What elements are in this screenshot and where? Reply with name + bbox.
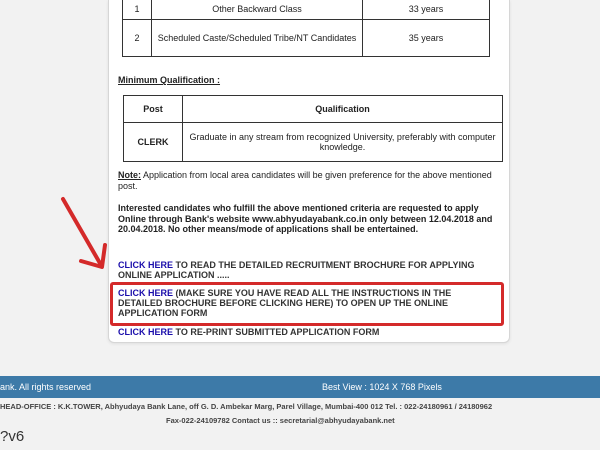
footer-bar: [0, 376, 600, 398]
note-paragraph: [118, 170, 498, 192]
application-instructions: Interested candidates who fulfill the above mentioned criteria are requested to apply Online through Bank's website www.abhyudayabank.co.in only between 12.04.2018 and 20.04.2018. No other means/mode of applications shall be entertained.: [118, 203, 493, 234]
row-number: 1: [123, 0, 152, 20]
category-cell: Other Backward Class: [152, 0, 363, 20]
table-row: [124, 123, 503, 162]
qualification-cell: Graduate in any stream from recognized University, preferably with computer knowledge.: [183, 123, 503, 162]
application-form-link[interactable]: CLICK HERE: [118, 288, 174, 298]
table-row: [123, 0, 490, 20]
brochure-link-block: [118, 260, 498, 280]
age-cell: 35 years: [363, 20, 490, 57]
age-relaxation-table: [122, 0, 490, 57]
age-cell: 33 years: [363, 0, 490, 20]
red-arrow-icon: [55, 195, 115, 275]
reprint-link[interactable]: CLICK HERE: [118, 327, 174, 337]
reprint-link-description: TO RE-PRINT SUBMITTED APPLICATION FORM: [173, 327, 380, 337]
head-office-address: HEAD-OFFICE : K.K.TOWER, Abhyudaya Bank Lane, off G. D. Ambekar Marg, Parel Village, Mumbai-400 012 Tel. : 022-24180961 / 24180962: [0, 402, 493, 411]
table-header-row: [124, 96, 503, 123]
brochure-link[interactable]: CLICK HERE: [118, 260, 174, 270]
brochure-link-description: TO READ THE DETAILED RECRUITMENT BROCHURE FOR APPLYING ONLINE APPLICATION .....: [118, 260, 475, 280]
page-code: ?v6: [0, 428, 25, 445]
post-header: Post: [124, 96, 183, 123]
qualification-header: Qualification: [183, 96, 503, 123]
minimum-qualification-heading: Minimum Qualification :: [118, 75, 221, 85]
note-text: Application from local area candidates will be given preference for the above mentioned post.: [118, 170, 492, 191]
note-label: Note:: [118, 170, 141, 180]
copyright-text: ank. All rights reserved: [0, 382, 92, 392]
post-cell: CLERK: [124, 123, 183, 162]
best-view-text: Best View : 1024 X 768 Pixels: [322, 382, 442, 392]
reprint-link-block: [118, 327, 498, 337]
row-number: 2: [123, 20, 152, 57]
table-row: [123, 20, 490, 57]
content-card: [108, 0, 510, 343]
fax-contact: Fax-022-24109782 Contact us :: secretarial@abhyudayabank.net: [166, 416, 395, 425]
application-form-link-block: [118, 288, 498, 318]
qualification-table: [123, 95, 503, 162]
application-form-link-description: (MAKE SURE YOU HAVE READ ALL THE INSTRUCTIONS IN THE DETAILED BROCHURE BEFORE CLICKING HERE) TO OPEN UP THE ONLINE APPLICATION FORM: [118, 288, 452, 318]
category-cell: Scheduled Caste/Scheduled Tribe/NT Candidates: [152, 20, 363, 57]
